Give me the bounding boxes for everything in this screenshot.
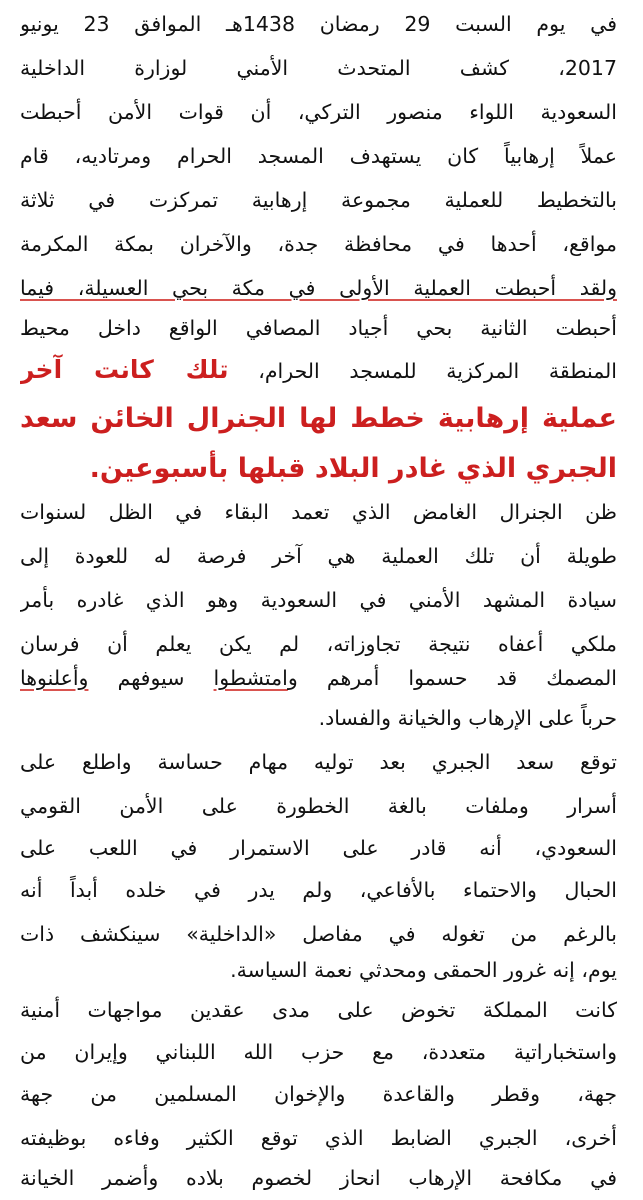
article-line: يوم، إنه غرور الحمقى ومحدثي نعمة السياسة. (230, 958, 617, 982)
highlight-line: عملية إرهابية خطط لها الجنرال الخائن سعد (20, 403, 617, 434)
article-line: أخرى، الجبري الضابط الذي توقع الكثير وفاءه بوظيفته (20, 1126, 617, 1150)
article-line: سيادة المشهد الأمني في السعودية وهو الذي غادره بأمر (20, 588, 617, 612)
article-line-text: المصمك قد حسموا أمرهم و (287, 666, 617, 690)
article-line: مواقع، أحدها في محافظة جدة، والآخران بمكة المكرمة (20, 232, 617, 256)
highlight-line: الجبري الذي غادر البلاد قبلها بأسبوعين. (89, 453, 617, 484)
article-line: الحبال والاحتماء بالأفاعي، ولم يدر في خلده أبداً أنه (20, 878, 617, 902)
article-line-text: سيوفهم (88, 666, 214, 690)
article-line: واستخباراتية متعددة، مع حزب الله اللبناني وإيران من (20, 1040, 617, 1064)
article-line: ظن الجنرال الغامض الذي تعمد البقاء في الظل لسنوات (20, 500, 617, 524)
article-line: كانت المملكة تخوض على مدى عقدين مواجهات أمنية (20, 998, 617, 1022)
article-line-text: المنطقة المركزية للمسجد الحرام، (258, 359, 617, 383)
article-line-with-highlight (20, 350, 617, 390)
article-line: في يوم السبت 29 رمضان 1438هـ الموافق 23 يونيو (20, 12, 617, 36)
article-line-text: ولقد أحبطت العملية الأولى في مكة بحي العسيلة، فيما (20, 276, 617, 300)
article-line: طويلة أن تلك العملية هي آخر فرصة له للعودة إلى (20, 544, 617, 568)
article-line (20, 268, 617, 308)
article-line-with-underline (20, 658, 617, 698)
underlined-word: امتشطوا (213, 666, 288, 690)
highlight-text: تلك كانت آخر (20, 355, 229, 384)
underlined-word: وأعلنوها (20, 666, 89, 690)
article-line: حرباً على الإرهاب والخيانة والفساد. (318, 706, 617, 730)
article-line: السعودي، أنه قادر على الاستمرار في اللعب على (20, 836, 617, 860)
article-line: السعودية اللواء منصور التركي، أن قوات الأمن أحبطت (20, 100, 617, 124)
article-line: في مكافحة الإرهاب انحاز لخصوم بلاده وأضمر الخيانة (20, 1166, 617, 1190)
article-line: جهة، وقطر والقاعدة والإخوان المسلمين من جهة (20, 1082, 617, 1106)
article-line: أسرار وملفات بالغة الخطورة على الأمن القومي (20, 794, 617, 818)
article-line: عملاً إرهابياً كان يستهدف المسجد الحرام ومرتاديه، قام (20, 144, 617, 168)
article-line: أحبطت الثانية بحي أجياد المصافي الواقع داخل محيط (20, 316, 617, 340)
article-line: 2017، كشف المتحدث الأمني لوزارة الداخلية (20, 56, 617, 80)
article-line: توقع سعد الجبري بعد توليه مهام حساسة واطلع على (20, 750, 617, 774)
article-line: بالتخطيط للعملية مجموعة إرهابية تمركزت في ثلاثة (20, 188, 617, 212)
article-line: ملكي أعفاه نتيجة تجاوزاته، لم يكن يعلم أن فرسان (20, 632, 617, 656)
article-line: بالرغم من تغوله في مفاصل «الداخلية» سينكشف ذات (20, 922, 617, 946)
